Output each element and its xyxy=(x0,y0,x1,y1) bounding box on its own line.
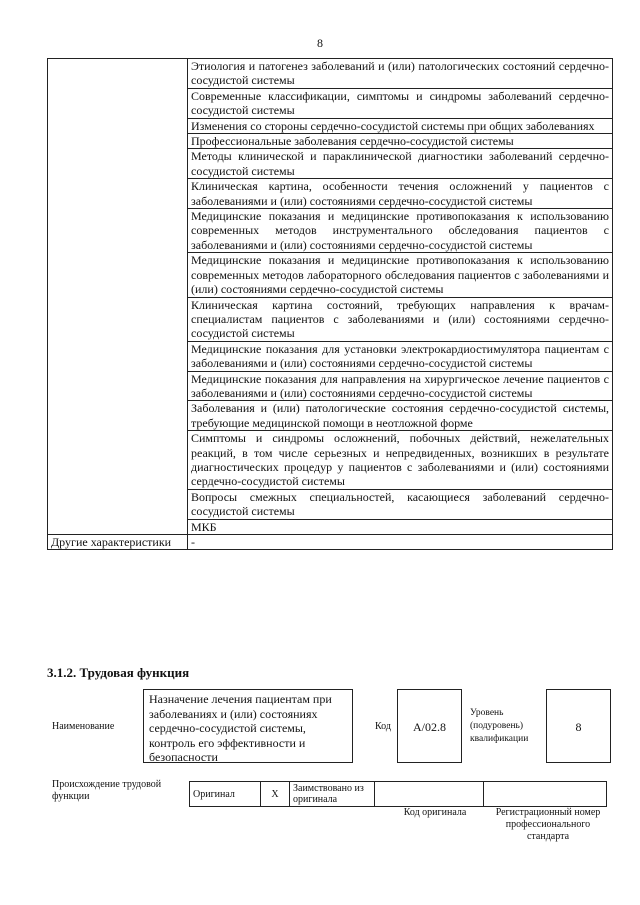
knowledge-label-cell xyxy=(48,59,188,535)
knowledge-item: Изменения со стороны сердечно-сосудистой системы при общих заболеваниях xyxy=(188,118,613,133)
qualification-level-label: Уровень (подуровень) квалификации xyxy=(470,708,529,744)
knowledge-item: Этиология и патогенез заболеваний и (или) патологических состояний сердечно-сосудистой системы xyxy=(188,59,613,89)
section-title: 3.1.2. Трудовая функция xyxy=(47,665,190,680)
origin-table xyxy=(189,781,607,807)
qualification-level-value: 8 xyxy=(546,689,611,763)
other-characteristics-value: - xyxy=(188,535,613,550)
other-characteristics-label: Другие характеристики xyxy=(48,535,188,550)
function-code-value: A/02.8 xyxy=(397,689,462,763)
knowledge-item: Заболевания и (или) патологические состояния сердечно-сосудистой системы, требующие медицинской помощи в неотложной форме xyxy=(188,401,613,431)
table-row xyxy=(48,59,613,89)
knowledge-item: Современные классификации, симптомы и синдромы заболеваний сердечно-сосудистой системы xyxy=(188,88,613,118)
knowledge-item: Профессиональные заболевания сердечно-сосудистой системы xyxy=(188,134,613,149)
page-number: 8 xyxy=(317,36,323,50)
knowledge-table xyxy=(47,58,613,550)
table-row xyxy=(48,535,613,550)
original-mark: X xyxy=(261,782,290,807)
function-code-label: Код xyxy=(375,721,391,732)
knowledge-item: Клиническая картина состояний, требующих направления к врачам-специалистам пациентов с заболеваниями и (или) состояниями сердечно-сосудистой системы xyxy=(188,297,613,341)
function-name-label: Наименование xyxy=(52,721,115,732)
code-original-caption: Код оригинала xyxy=(403,807,467,818)
knowledge-item: Симптомы и синдромы осложнений, побочных действий, нежелательных реакций, в том числе серьезных и непредвиденных, возникших в результате диагностических процедур у пациентов с заболеваниями и (или) состояниями сердечно-сосудистой системы xyxy=(188,431,613,490)
borrowed-label: Заимствовано из оригинала xyxy=(290,782,375,807)
knowledge-item: Медицинские показания и медицинские противопоказания к использованию современных методов инструментального обследования пациентов с заболеваниями и (или) состояниями сердечно-сосудистой системы xyxy=(188,209,613,253)
reg-number-cell xyxy=(484,782,607,807)
knowledge-item: Клиническая картина, особенности течения осложнений у пациентов с заболеваниями и (или) состояниями сердечно-сосудистой системы xyxy=(188,179,613,209)
knowledge-item: Методы клинической и параклинической диагностики заболеваний сердечно-сосудистой системы xyxy=(188,149,613,179)
code-original-cell xyxy=(375,782,484,807)
original-label: Оригинал xyxy=(190,782,261,807)
knowledge-item: Вопросы смежных специальностей, касающиеся заболеваний сердечно-сосудистой системы xyxy=(188,489,613,519)
origin-label: Происхождение трудовой функции xyxy=(52,779,162,802)
knowledge-item: Медицинские показания для установки электрокардиостимулятора пациентам с заболеваниями и (или) состояниями сердечно-сосудистой системы xyxy=(188,341,613,371)
knowledge-item: МКБ xyxy=(188,519,613,534)
function-name-value: Назначение лечения пациентам при заболеваниях и (или) состояниях сердечно-сосудистой системы, контроль его эффективности и безопасности xyxy=(143,689,353,763)
reg-number-caption: Регистрационный номер профессионального стандарта xyxy=(495,807,601,842)
knowledge-item: Медицинские показания и медицинские противопоказания к использованию современных методов лабораторного обследования пациентов с заболеваниями и (или) состояниями сердечно-сосудистой системы xyxy=(188,253,613,297)
knowledge-item: Медицинские показания для направления на хирургическое лечение пациентов с заболеваниями и (или) состояниями сердечно-сосудистой системы xyxy=(188,371,613,401)
